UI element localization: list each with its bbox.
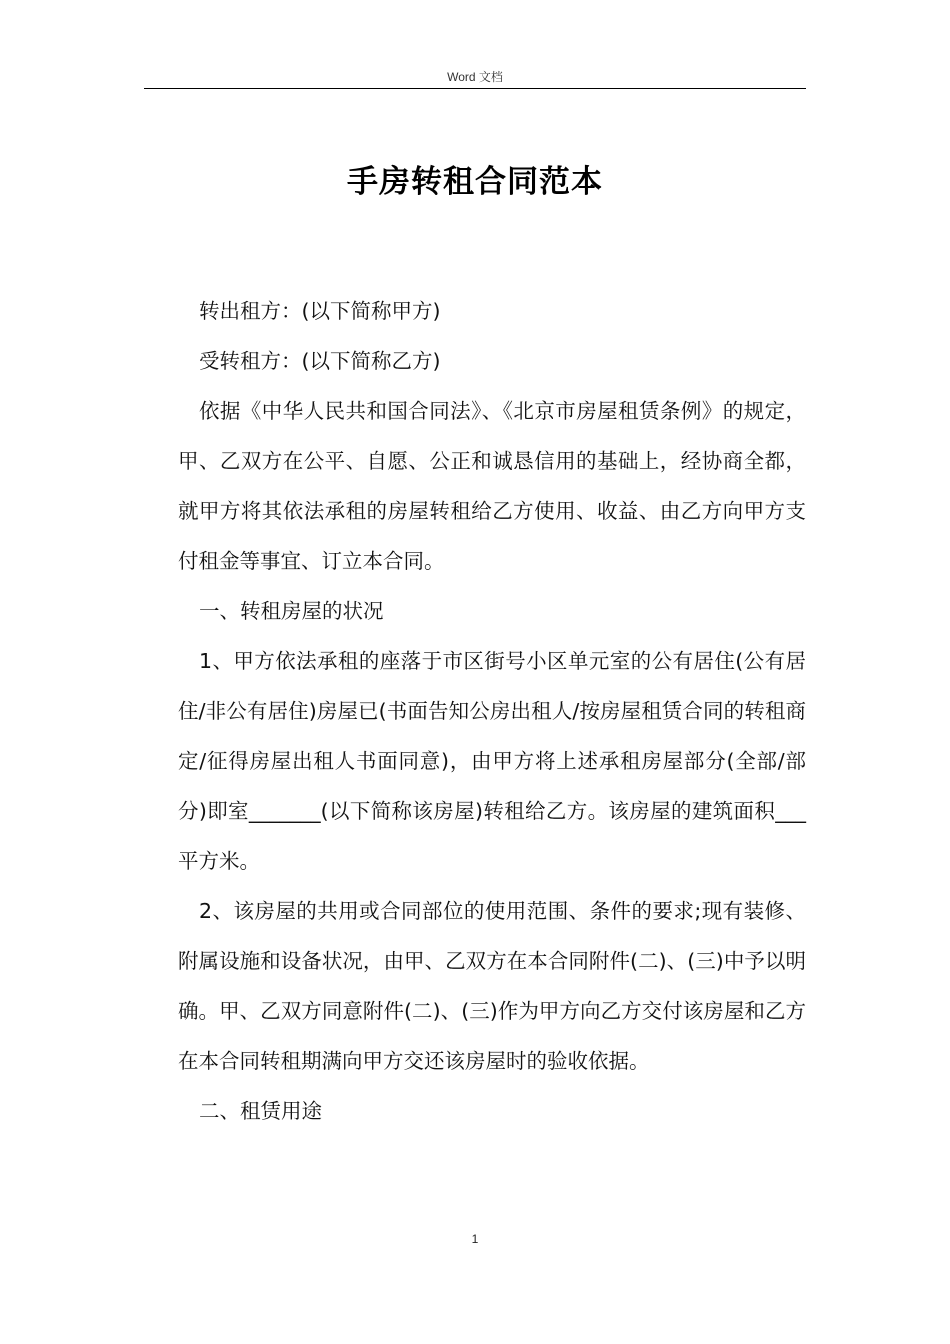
document-body — [178, 286, 806, 1136]
section-heading-premises: 一、转租房屋的状况 — [199, 599, 384, 623]
page-number: 1 — [471, 1232, 479, 1246]
document-title: 手房转租合同范本 — [347, 164, 603, 200]
paragraph-lessor: 转出租方：(以下简称甲方) — [199, 299, 441, 323]
page-header-label: Word 文档 — [447, 70, 503, 84]
paragraph-preamble: 依据《中华人民共和国合同法》、《北京市房屋租赁条例》的规定，甲、乙双方在公平、自愿、公正和诚恳信用的基础上，经协商全都，就甲方将其依法承租的房屋转租给乙方使用、收益、由乙方向甲方支付租金等事宜、订立本合同。 — [178, 399, 806, 573]
paragraph-lessee: 受转租方：(以下简称乙方) — [199, 349, 441, 373]
clause-1: 1、甲方依法承租的座落于市区街号小区单元室的公有居住(公有居住/非公有居住)房屋已(书面告知公房出租人/按房屋租赁合同的转租商定/征得房屋出租人书面同意)，由甲方将上述承租房屋部分(全部/部分)即室_______(以下简称该房屋)转租给乙方。该房屋的建筑面积___平方米。 — [178, 649, 806, 873]
section-heading-usage: 二、租赁用途 — [199, 1099, 322, 1123]
clause-2: 2、该房屋的共用或合同部位的使用范围、条件的要求;现有装修、附属设施和设备状况，由甲、乙双方在本合同附件(二)、(三)中予以明确。甲、乙双方同意附件(二)、(三)作为甲方向乙方交付该房屋和乙方在本合同转租期满向甲方交还该房屋时的验收依据。 — [178, 899, 806, 1073]
header-divider — [144, 88, 806, 89]
